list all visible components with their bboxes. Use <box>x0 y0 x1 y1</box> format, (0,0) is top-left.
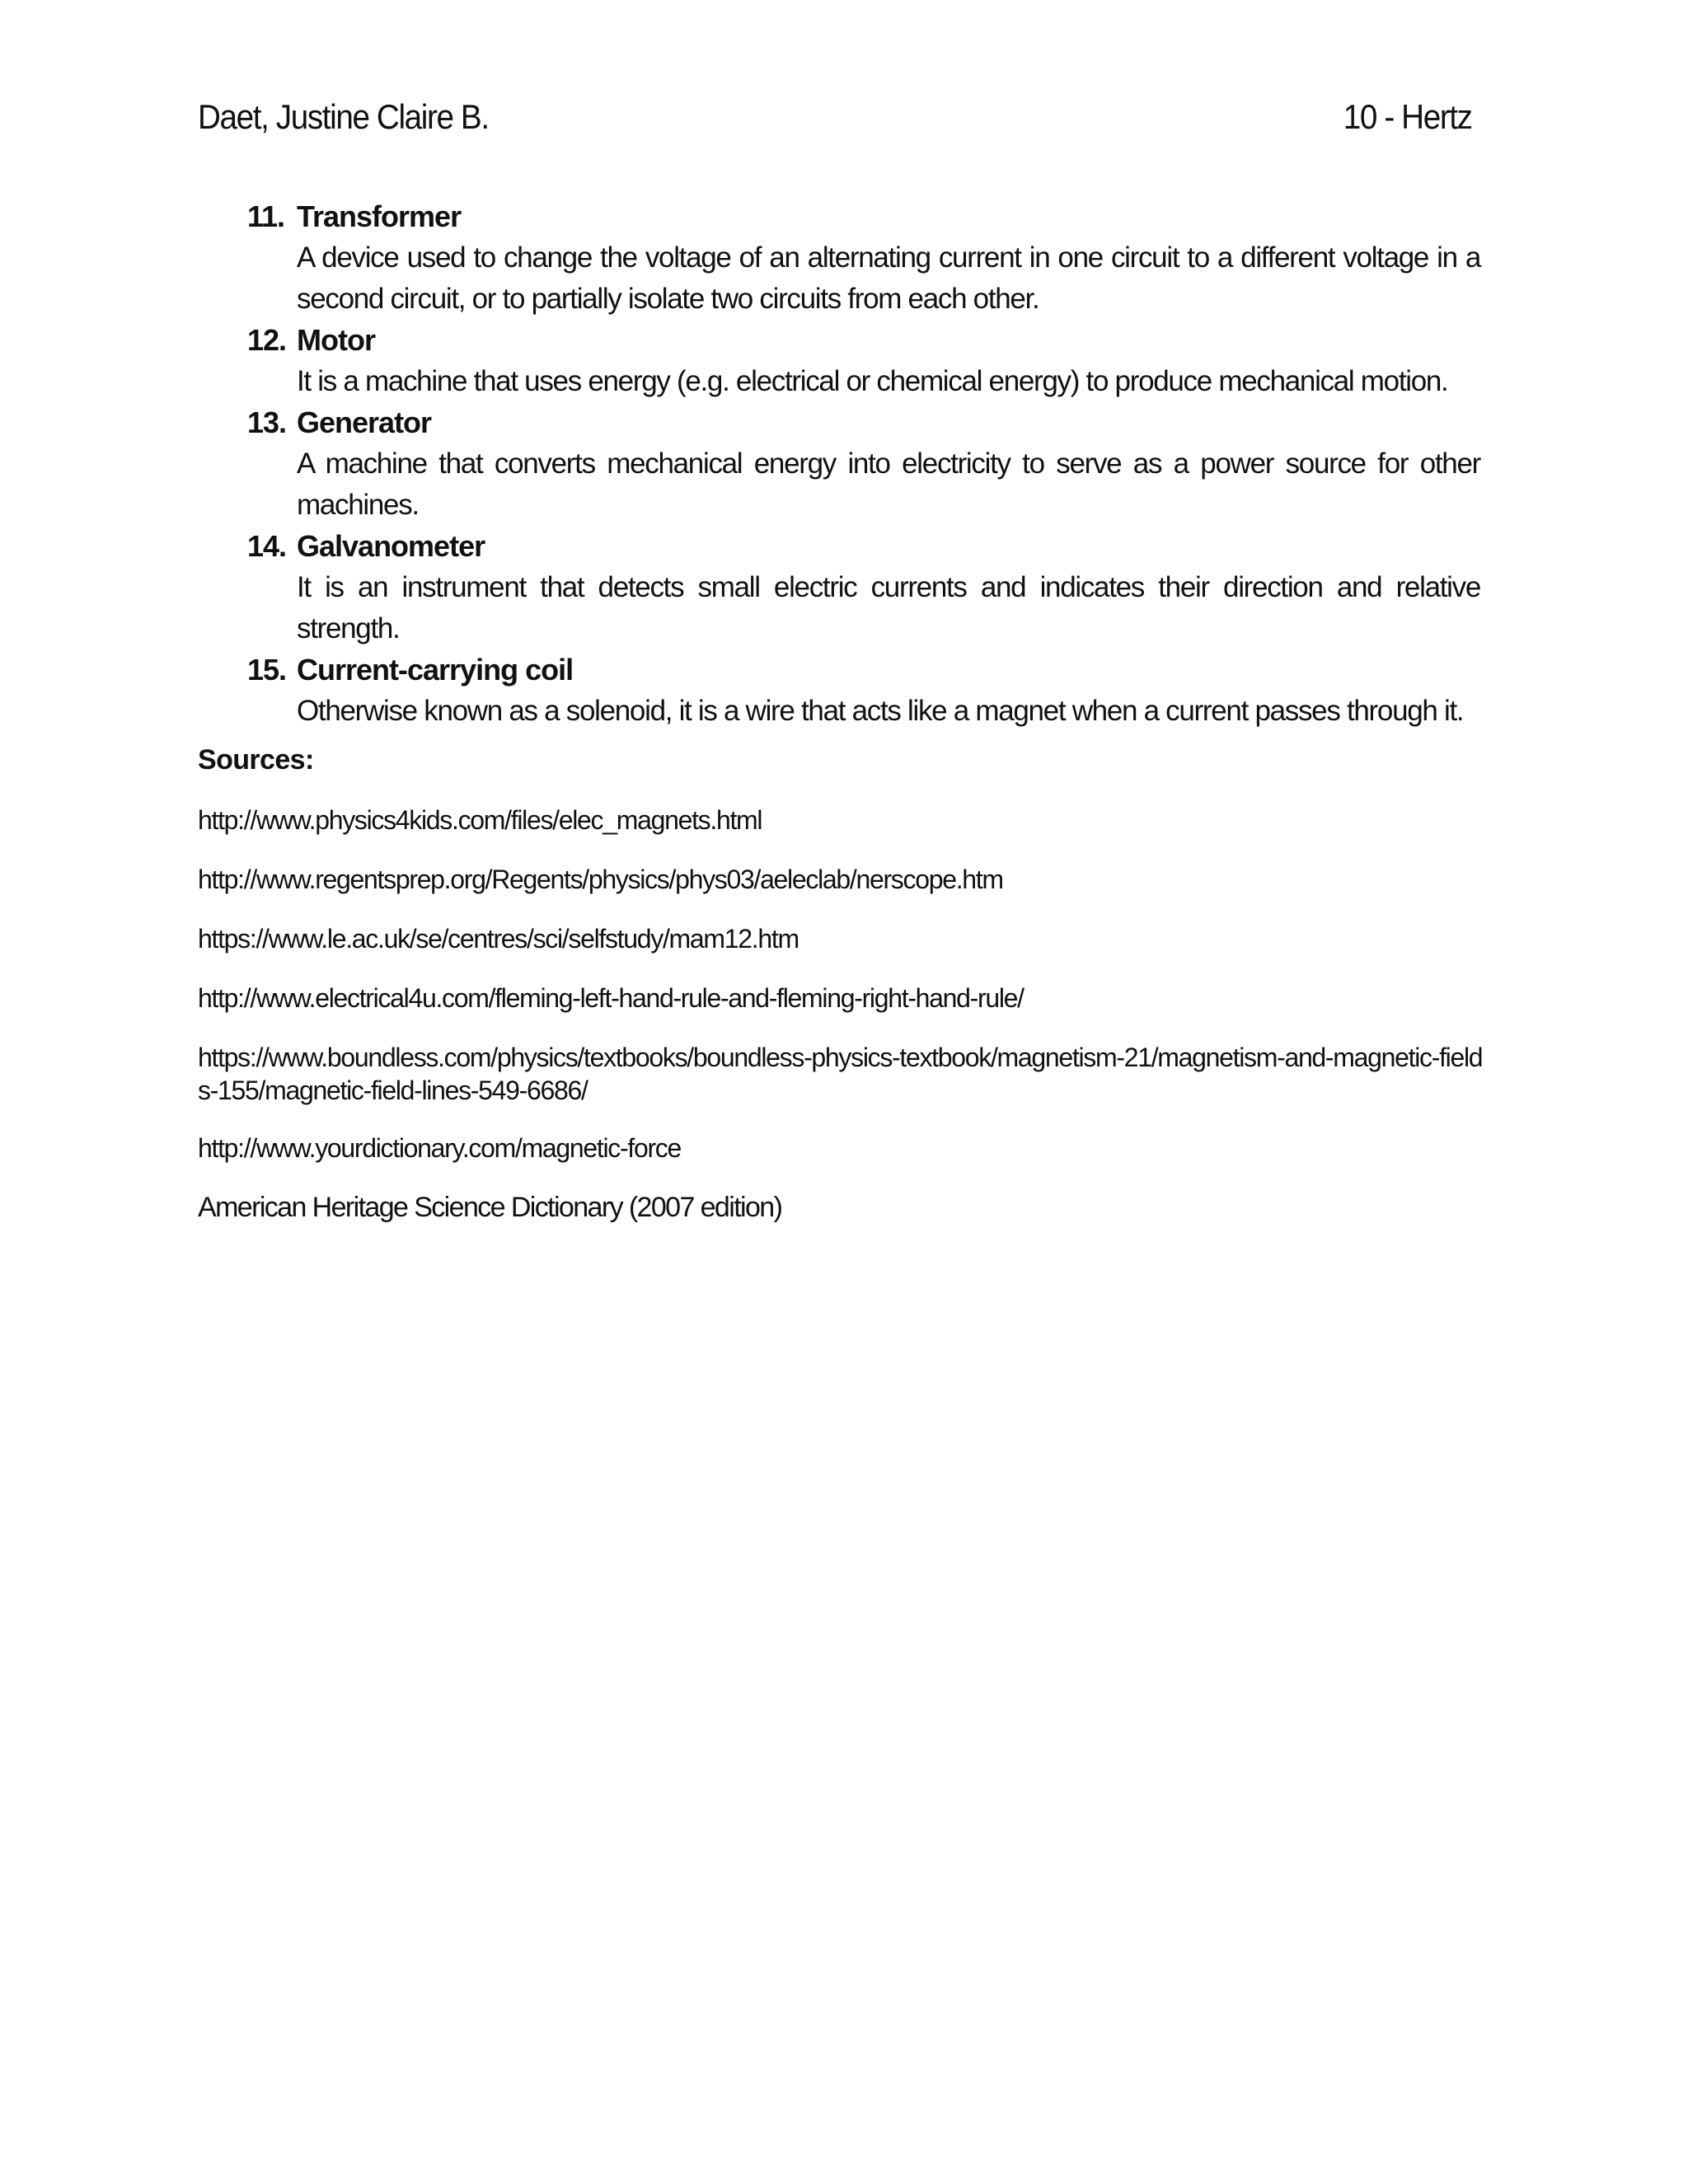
term-item <box>247 649 1541 732</box>
term-definition: A machine that converts mechanical energy into electricity to serve as a power source for other machines. <box>297 448 1480 521</box>
term-title: Current-carrying coil <box>297 653 574 687</box>
page-header <box>198 97 1472 137</box>
term-item <box>247 526 1541 649</box>
term-title: Transformer <box>297 199 462 233</box>
term-definition: It is a machine that uses energy (e.g. electrical or chemical energy) to produce mechanical motion. <box>297 365 1448 397</box>
source-link[interactable]: http://www.electrical4u.com/fleming-left-hand-rule-and-fleming-right-hand-rule/ <box>198 983 1024 1013</box>
term-title: Generator <box>297 405 432 439</box>
term-number: 15. <box>247 653 287 687</box>
term-definition: Otherwise known as a solenoid, it is a wire that acts like a magnet when a current passes through it. <box>297 695 1464 727</box>
term-item <box>247 320 1541 402</box>
student-section: 10 - Hertz <box>1343 97 1472 136</box>
term-number: 14. <box>247 529 287 563</box>
student-name: Daet, Justine Claire B. <box>198 97 489 136</box>
source-link[interactable]: http://www.physics4kids.com/files/elec_magnets.html <box>198 805 762 835</box>
term-number: 13. <box>247 405 287 439</box>
term-title: Motor <box>297 323 375 357</box>
term-definition: A device used to change the voltage of an alternating current in one circuit to a different voltage in a second circuit, or to partially isolate two circuits from each other. <box>297 241 1480 315</box>
source-reference: American Heritage Science Dictionary (2007 edition) <box>198 1192 782 1223</box>
sources-heading: Sources: <box>198 744 314 776</box>
term-definition: It is an instrument that detects small electric currents and indicates their direction and relative strength. <box>297 571 1480 644</box>
term-item <box>247 196 1541 320</box>
source-link[interactable]: http://www.regentsprep.org/Regents/physics/phys03/aeleclab/nerscope.htm <box>198 865 1003 894</box>
terms-list <box>247 196 1541 732</box>
term-item <box>247 402 1541 526</box>
source-link[interactable]: https://www.boundless.com/physics/textbooks/boundless-physics-textbook/magnetism-21/magnetism-and-magnetic-fields-155/magnetic-field-lines-549-6686/ <box>198 1043 1483 1105</box>
term-title: Galvanometer <box>297 529 485 563</box>
term-number: 11. <box>247 199 285 233</box>
source-link[interactable]: http://www.yourdictionary.com/magnetic-force <box>198 1133 682 1163</box>
source-link[interactable]: https://www.le.ac.uk/se/centres/sci/selfstudy/mam12.htm <box>198 924 799 954</box>
term-number: 12. <box>247 323 287 357</box>
sources-list <box>198 804 1484 1250</box>
